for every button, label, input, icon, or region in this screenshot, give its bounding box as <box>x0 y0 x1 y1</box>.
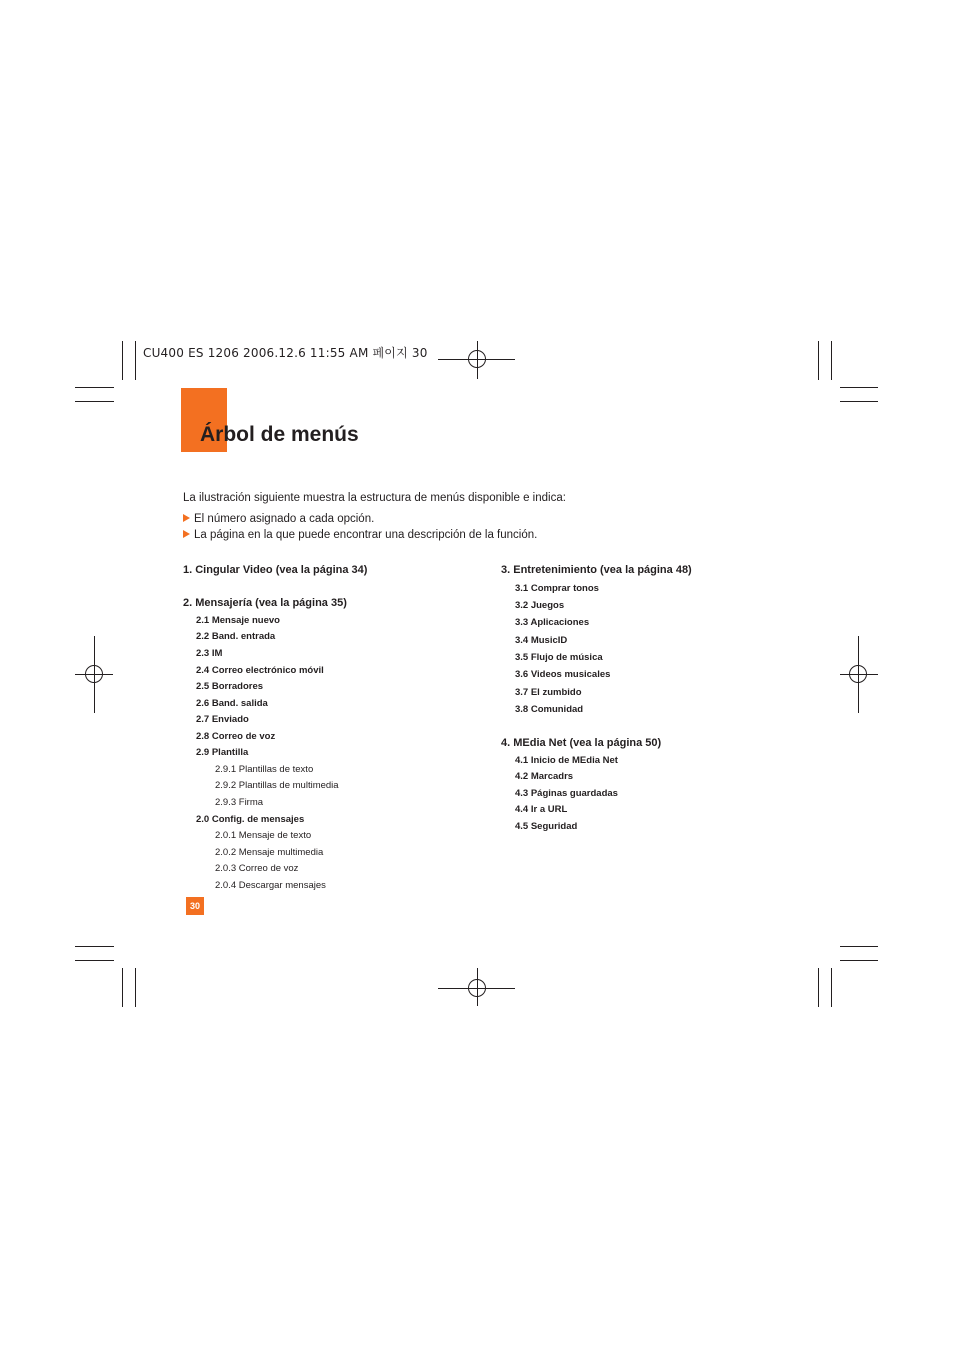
triangle-bullet-icon <box>183 514 190 522</box>
menu-item: 3.1 Comprar tonos <box>515 583 599 594</box>
menu-item: 3.8 Comunidad <box>515 704 584 715</box>
registration-mark-top <box>468 350 486 368</box>
menu-item: 2.6 Band. salida <box>196 698 268 709</box>
submenu-item: 2.0.4 Descargar mensajes <box>215 880 326 891</box>
menu-heading: 3. Entretenimiento (vea la página 48) <box>501 564 692 576</box>
registration-mark-right <box>849 665 867 683</box>
menu-item: 4.1 Inicio de MEdia Net <box>515 755 618 766</box>
page-number-badge: 30 <box>186 897 204 915</box>
submenu-item: 2.9.1 Plantillas de texto <box>215 764 314 775</box>
registration-mark-bottom <box>468 979 486 997</box>
menu-item: 2.5 Borradores <box>196 681 264 692</box>
menu-item: 4.2 Marcadrs <box>515 771 574 782</box>
menu-item: 4.4 Ir a URL <box>515 804 568 815</box>
triangle-bullet-icon <box>183 530 190 538</box>
menu-heading: 1. Cingular Video (vea la página 34) <box>183 564 368 576</box>
submenu-item: 2.9.3 Firma <box>215 797 264 808</box>
menu-item: 3.4 MusicID <box>515 635 568 646</box>
submenu-item: 2.0.1 Mensaje de texto <box>215 830 312 841</box>
menu-heading: 2. Mensajería (vea la página 35) <box>183 597 347 609</box>
menu-item: 2.8 Correo de voz <box>196 731 276 742</box>
menu-item: 2.0 Config. de mensajes <box>196 814 305 825</box>
bullet-text: El número asignado a cada opción. <box>194 513 375 525</box>
registration-mark-left <box>85 665 103 683</box>
bullet-item <box>183 513 374 525</box>
print-slug: CU400 ES 1206 2006.12.6 11:55 AM 페이지 30 <box>143 346 428 360</box>
menu-item: 2.2 Band. entrada <box>196 631 276 642</box>
submenu-item: 2.0.2 Mensaje multimedia <box>215 847 324 858</box>
menu-item: 3.2 Juegos <box>515 600 565 611</box>
submenu-item: 2.0.3 Correo de voz <box>215 863 299 874</box>
page-title: Árbol de menús <box>200 423 359 446</box>
menu-item: 4.5 Seguridad <box>515 821 578 832</box>
intro-text: La ilustración siguiente muestra la estructura de menús disponible e indica: <box>183 492 566 504</box>
submenu-item: 2.9.2 Plantillas de multimedia <box>215 780 339 791</box>
menu-heading: 4. MEdia Net (vea la página 50) <box>501 737 662 749</box>
menu-item: 2.9 Plantilla <box>196 747 249 758</box>
menu-item: 3.6 Videos musicales <box>515 669 611 680</box>
menu-item: 3.3 Aplicaciones <box>515 617 590 628</box>
menu-item: 2.3 IM <box>196 648 223 659</box>
menu-item: 3.7 El zumbido <box>515 687 582 698</box>
bullet-text: La página en la que puede encontrar una descripción de la función. <box>194 529 538 541</box>
menu-item: 4.3 Páginas guardadas <box>515 788 618 799</box>
menu-item: 2.4 Correo electrónico móvil <box>196 665 324 676</box>
menu-item: 2.7 Enviado <box>196 714 249 725</box>
menu-item: 2.1 Mensaje nuevo <box>196 615 280 626</box>
menu-item: 3.5 Flujo de música <box>515 652 603 663</box>
bullet-item <box>183 529 537 541</box>
